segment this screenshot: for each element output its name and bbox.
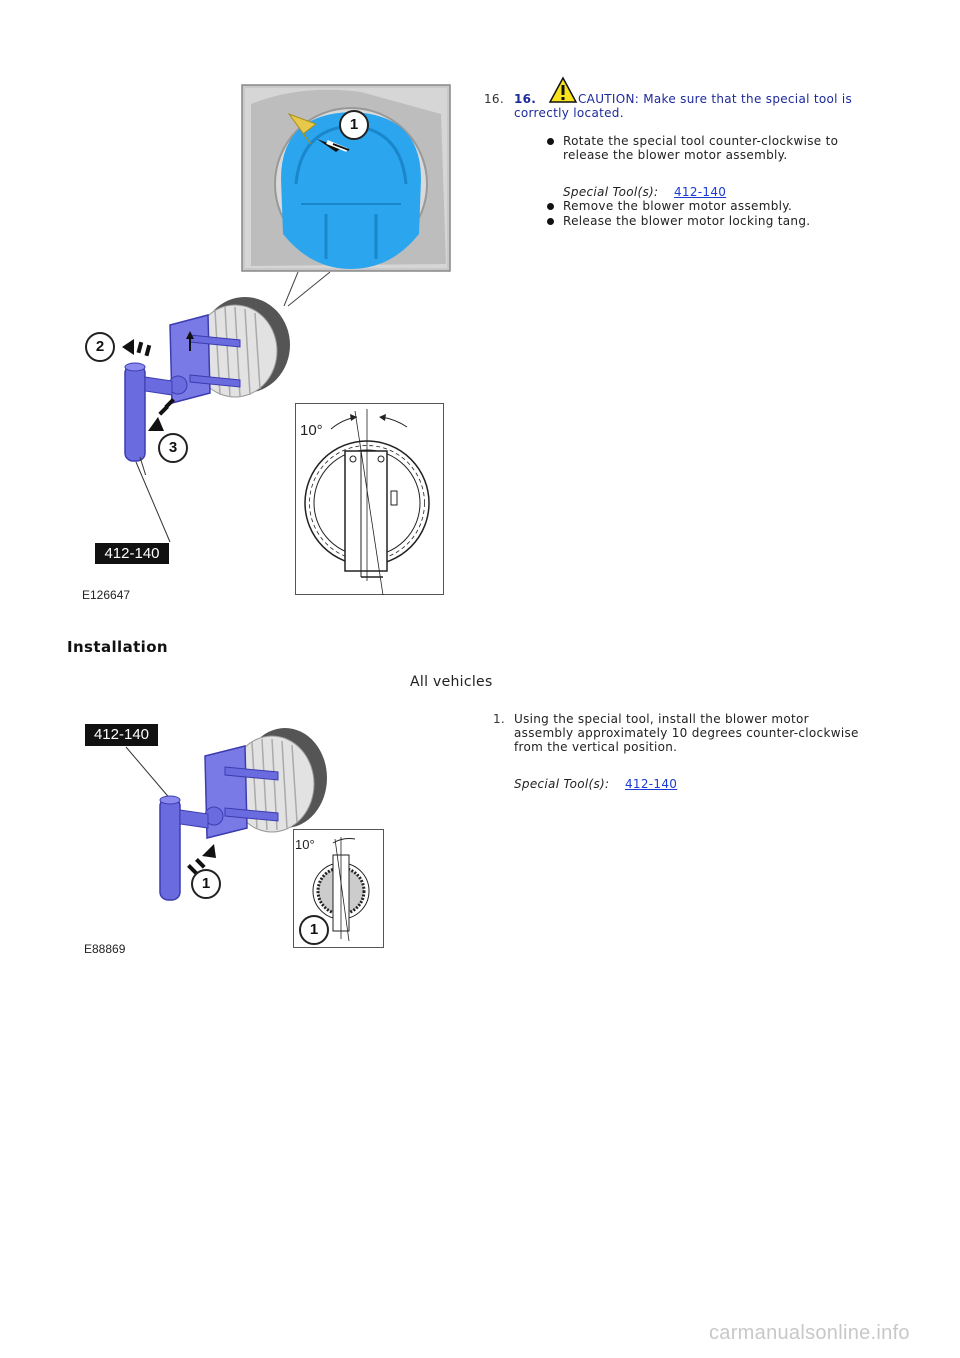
callout-1: 1 <box>339 110 369 140</box>
bullet-dot <box>547 138 554 145</box>
special-tools-label: Special Tool(s): <box>563 185 659 199</box>
caution-text-cont: correctly located. <box>514 106 624 120</box>
tool-label-412-140: 412-140 <box>95 543 169 564</box>
step-number: 1. <box>493 712 506 726</box>
subheading-all-vehicles: All vehicles <box>410 674 493 690</box>
step-number: 16. <box>484 92 504 106</box>
angle-label: 10° <box>300 422 323 439</box>
step-line2: assembly approximately 10 degrees counter-clockwise <box>514 726 859 740</box>
bullet-release: Release the blower motor locking tang. <box>563 214 811 228</box>
special-tools-label: Special Tool(s): <box>514 777 610 791</box>
step-line3: from the vertical position. <box>514 740 678 754</box>
bullet-rotate-line1: Rotate the special tool counter-clockwise to <box>563 134 839 148</box>
figure-id: E126647 <box>82 588 131 602</box>
tool-label-412-140: 412-140 <box>85 724 158 746</box>
figure-id: E88869 <box>84 942 126 956</box>
watermark: carmanualsonline.info <box>709 1322 910 1344</box>
angle-label: 10° <box>295 837 315 852</box>
blower-tool-drawing <box>110 285 310 475</box>
step-bold-number: 16. <box>514 92 537 106</box>
tool-leader <box>130 460 180 545</box>
section-heading-installation: Installation <box>67 638 168 656</box>
bullet-remove: Remove the blower motor assembly. <box>563 199 793 213</box>
step-line1: Using the special tool, install the blower motor <box>514 712 809 726</box>
bullet-dot <box>547 203 554 210</box>
caution-text: CAUTION: Make sure that the special tool is <box>578 92 853 106</box>
bullet-rotate-line2: release the blower motor assembly. <box>563 148 788 162</box>
angle-detail <box>295 403 445 596</box>
special-tool-link[interactable]: 412-140 <box>625 777 678 791</box>
special-tool-link[interactable]: 412-140 <box>674 185 727 199</box>
warning-icon <box>548 76 578 104</box>
callout-1: 1 <box>299 915 329 945</box>
bullet-dot <box>547 218 554 225</box>
callout-1: 1 <box>191 869 221 899</box>
callout-3: 3 <box>158 433 188 463</box>
callout-2: 2 <box>85 332 115 362</box>
